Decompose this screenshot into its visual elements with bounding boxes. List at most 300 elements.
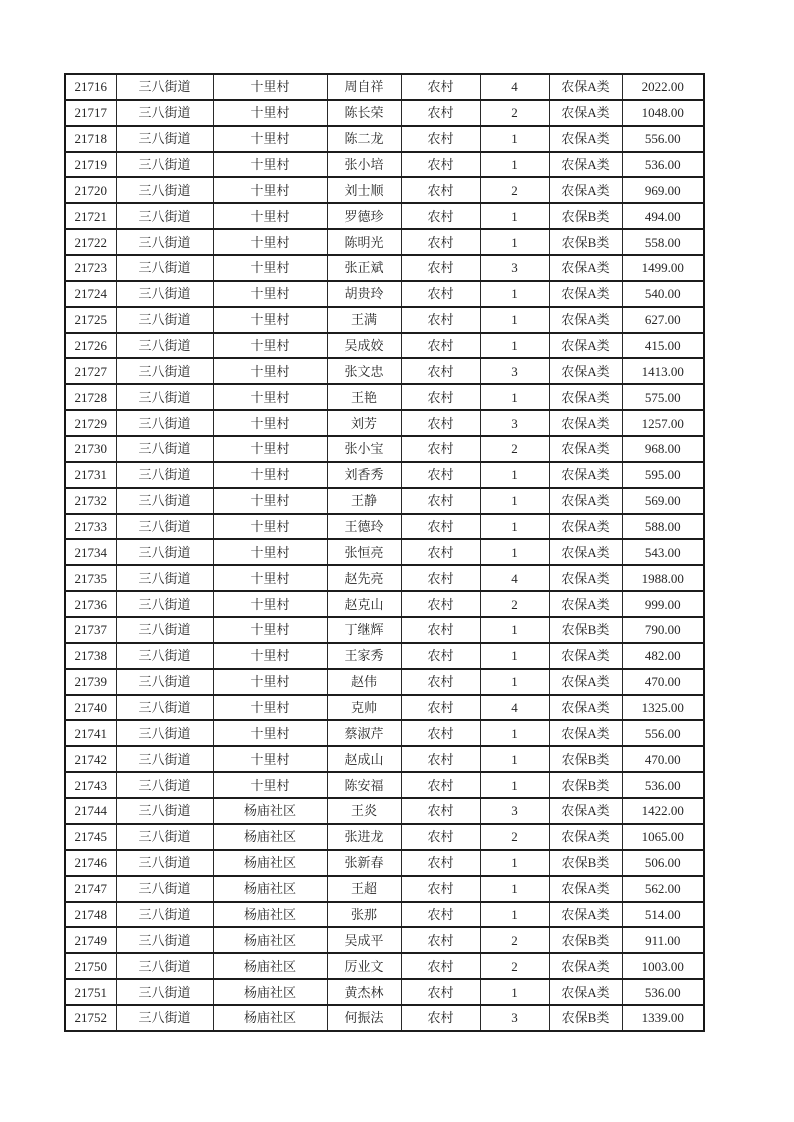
insurance-class-cell: 农保A类 <box>549 281 622 307</box>
person-count-cell: 2 <box>480 177 549 203</box>
street-cell: 三八街道 <box>116 229 213 255</box>
record-id-cell: 21738 <box>65 643 116 669</box>
street-cell: 三八街道 <box>116 720 213 746</box>
village-cell: 十里村 <box>213 772 327 798</box>
residence-type-cell: 农村 <box>401 565 480 591</box>
village-cell: 十里村 <box>213 152 327 178</box>
person-name-cell: 陈二龙 <box>327 126 401 152</box>
table-row <box>65 126 704 152</box>
amount-cell: 470.00 <box>622 746 704 772</box>
person-count-cell: 2 <box>480 436 549 462</box>
table-row <box>65 384 704 410</box>
person-name-cell: 王炎 <box>327 798 401 824</box>
residence-type-cell: 农村 <box>401 695 480 721</box>
record-id-cell: 21740 <box>65 695 116 721</box>
amount-cell: 1048.00 <box>622 100 704 126</box>
amount-cell: 506.00 <box>622 850 704 876</box>
table-row <box>65 746 704 772</box>
amount-cell: 556.00 <box>622 720 704 746</box>
record-id-cell: 21737 <box>65 617 116 643</box>
person-count-cell: 1 <box>480 979 549 1005</box>
record-id-cell: 21721 <box>65 203 116 229</box>
amount-cell: 1257.00 <box>622 410 704 436</box>
record-id-cell: 21717 <box>65 100 116 126</box>
table-row <box>65 643 704 669</box>
village-cell: 杨庙社区 <box>213 927 327 953</box>
person-name-cell: 蔡淑芹 <box>327 720 401 746</box>
table-row <box>65 902 704 928</box>
person-count-cell: 2 <box>480 591 549 617</box>
table-row <box>65 824 704 850</box>
insurance-class-cell: 农保B类 <box>549 203 622 229</box>
insurance-class-cell: 农保A类 <box>549 255 622 281</box>
person-name-cell: 胡贵玲 <box>327 281 401 307</box>
amount-cell: 2022.00 <box>622 74 704 100</box>
village-cell: 杨庙社区 <box>213 876 327 902</box>
residence-type-cell: 农村 <box>401 617 480 643</box>
residence-type-cell: 农村 <box>401 384 480 410</box>
insurance-roster-table <box>64 73 705 1032</box>
street-cell: 三八街道 <box>116 669 213 695</box>
insurance-class-cell: 农保A类 <box>549 902 622 928</box>
record-id-cell: 21724 <box>65 281 116 307</box>
village-cell: 十里村 <box>213 643 327 669</box>
person-count-cell: 1 <box>480 876 549 902</box>
person-name-cell: 何振法 <box>327 1005 401 1031</box>
street-cell: 三八街道 <box>116 436 213 462</box>
village-cell: 杨庙社区 <box>213 824 327 850</box>
insurance-class-cell: 农保A类 <box>549 643 622 669</box>
record-id-cell: 21744 <box>65 798 116 824</box>
amount-cell: 536.00 <box>622 979 704 1005</box>
person-count-cell: 1 <box>480 126 549 152</box>
residence-type-cell: 农村 <box>401 1005 480 1031</box>
street-cell: 三八街道 <box>116 695 213 721</box>
record-id-cell: 21748 <box>65 902 116 928</box>
street-cell: 三八街道 <box>116 384 213 410</box>
amount-cell: 999.00 <box>622 591 704 617</box>
person-name-cell: 张恒亮 <box>327 539 401 565</box>
table-row <box>65 514 704 540</box>
table-row <box>65 1005 704 1031</box>
person-count-cell: 3 <box>480 255 549 281</box>
table-row <box>65 307 704 333</box>
person-name-cell: 张进龙 <box>327 824 401 850</box>
record-id-cell: 21747 <box>65 876 116 902</box>
person-name-cell: 陈长荣 <box>327 100 401 126</box>
person-count-cell: 1 <box>480 539 549 565</box>
person-count-cell: 2 <box>480 953 549 979</box>
village-cell: 十里村 <box>213 229 327 255</box>
person-count-cell: 1 <box>480 746 549 772</box>
table-row <box>65 565 704 591</box>
residence-type-cell: 农村 <box>401 307 480 333</box>
person-name-cell: 克帅 <box>327 695 401 721</box>
village-cell: 十里村 <box>213 695 327 721</box>
insurance-class-cell: 农保A类 <box>549 126 622 152</box>
insurance-class-cell: 农保A类 <box>549 695 622 721</box>
village-cell: 杨庙社区 <box>213 979 327 1005</box>
residence-type-cell: 农村 <box>401 927 480 953</box>
person-name-cell: 王静 <box>327 488 401 514</box>
residence-type-cell: 农村 <box>401 229 480 255</box>
residence-type-cell: 农村 <box>401 876 480 902</box>
person-count-cell: 1 <box>480 203 549 229</box>
record-id-cell: 21736 <box>65 591 116 617</box>
amount-cell: 540.00 <box>622 281 704 307</box>
street-cell: 三八街道 <box>116 410 213 436</box>
village-cell: 十里村 <box>213 384 327 410</box>
insurance-class-cell: 农保A类 <box>549 410 622 436</box>
person-count-cell: 1 <box>480 669 549 695</box>
insurance-class-cell: 农保A类 <box>549 333 622 359</box>
table-row <box>65 74 704 100</box>
table-row <box>65 281 704 307</box>
table-row <box>65 488 704 514</box>
record-id-cell: 21723 <box>65 255 116 281</box>
person-name-cell: 赵克山 <box>327 591 401 617</box>
table-row <box>65 229 704 255</box>
table-row <box>65 876 704 902</box>
record-id-cell: 21732 <box>65 488 116 514</box>
street-cell: 三八街道 <box>116 565 213 591</box>
record-id-cell: 21742 <box>65 746 116 772</box>
table-row <box>65 798 704 824</box>
village-cell: 十里村 <box>213 488 327 514</box>
street-cell: 三八街道 <box>116 876 213 902</box>
table-row <box>65 539 704 565</box>
record-id-cell: 21750 <box>65 953 116 979</box>
village-cell: 十里村 <box>213 720 327 746</box>
insurance-class-cell: 农保A类 <box>549 307 622 333</box>
insurance-class-cell: 农保A类 <box>549 436 622 462</box>
table-row <box>65 177 704 203</box>
person-count-cell: 1 <box>480 902 549 928</box>
insurance-class-cell: 农保A类 <box>549 824 622 850</box>
amount-cell: 627.00 <box>622 307 704 333</box>
street-cell: 三八街道 <box>116 746 213 772</box>
amount-cell: 595.00 <box>622 462 704 488</box>
amount-cell: 1422.00 <box>622 798 704 824</box>
street-cell: 三八街道 <box>116 772 213 798</box>
record-id-cell: 21735 <box>65 565 116 591</box>
person-count-cell: 1 <box>480 720 549 746</box>
insurance-class-cell: 农保A类 <box>549 100 622 126</box>
insurance-class-cell: 农保A类 <box>549 953 622 979</box>
residence-type-cell: 农村 <box>401 281 480 307</box>
insurance-class-cell: 农保B类 <box>549 746 622 772</box>
table-row <box>65 669 704 695</box>
amount-cell: 911.00 <box>622 927 704 953</box>
insurance-class-cell: 农保B类 <box>549 1005 622 1031</box>
insurance-class-cell: 农保A类 <box>549 798 622 824</box>
person-count-cell: 3 <box>480 798 549 824</box>
person-name-cell: 周自祥 <box>327 74 401 100</box>
residence-type-cell: 农村 <box>401 203 480 229</box>
amount-cell: 415.00 <box>622 333 704 359</box>
residence-type-cell: 农村 <box>401 100 480 126</box>
insurance-class-cell: 农保A类 <box>549 488 622 514</box>
residence-type-cell: 农村 <box>401 539 480 565</box>
record-id-cell: 21752 <box>65 1005 116 1031</box>
person-count-cell: 1 <box>480 152 549 178</box>
village-cell: 十里村 <box>213 565 327 591</box>
street-cell: 三八街道 <box>116 902 213 928</box>
street-cell: 三八街道 <box>116 643 213 669</box>
residence-type-cell: 农村 <box>401 850 480 876</box>
person-name-cell: 陈明光 <box>327 229 401 255</box>
residence-type-cell: 农村 <box>401 514 480 540</box>
residence-type-cell: 农村 <box>401 720 480 746</box>
table-row <box>65 410 704 436</box>
village-cell: 十里村 <box>213 436 327 462</box>
residence-type-cell: 农村 <box>401 772 480 798</box>
street-cell: 三八街道 <box>116 100 213 126</box>
table-row <box>65 772 704 798</box>
residence-type-cell: 农村 <box>401 126 480 152</box>
village-cell: 十里村 <box>213 281 327 307</box>
insurance-class-cell: 农保A类 <box>549 384 622 410</box>
insurance-class-cell: 农保B类 <box>549 850 622 876</box>
person-count-cell: 4 <box>480 695 549 721</box>
insurance-class-cell: 农保A类 <box>549 720 622 746</box>
person-count-cell: 1 <box>480 462 549 488</box>
record-id-cell: 21725 <box>65 307 116 333</box>
person-name-cell: 罗德珍 <box>327 203 401 229</box>
record-id-cell: 21746 <box>65 850 116 876</box>
table-row <box>65 591 704 617</box>
insurance-class-cell: 农保B类 <box>549 617 622 643</box>
record-id-cell: 21739 <box>65 669 116 695</box>
village-cell: 十里村 <box>213 539 327 565</box>
person-count-cell: 1 <box>480 643 549 669</box>
person-name-cell: 黄杰林 <box>327 979 401 1005</box>
person-count-cell: 3 <box>480 1005 549 1031</box>
person-name-cell: 张新春 <box>327 850 401 876</box>
residence-type-cell: 农村 <box>401 152 480 178</box>
person-count-cell: 1 <box>480 307 549 333</box>
street-cell: 三八街道 <box>116 152 213 178</box>
amount-cell: 1988.00 <box>622 565 704 591</box>
table-row <box>65 203 704 229</box>
street-cell: 三八街道 <box>116 953 213 979</box>
person-count-cell: 1 <box>480 281 549 307</box>
amount-cell: 562.00 <box>622 876 704 902</box>
person-count-cell: 3 <box>480 358 549 384</box>
village-cell: 十里村 <box>213 255 327 281</box>
table-row <box>65 255 704 281</box>
table-row <box>65 333 704 359</box>
person-name-cell: 厉业文 <box>327 953 401 979</box>
amount-cell: 1413.00 <box>622 358 704 384</box>
table-row <box>65 850 704 876</box>
record-id-cell: 21731 <box>65 462 116 488</box>
person-name-cell: 刘士顺 <box>327 177 401 203</box>
record-id-cell: 21741 <box>65 720 116 746</box>
record-id-cell: 21719 <box>65 152 116 178</box>
insurance-class-cell: 农保A类 <box>549 876 622 902</box>
record-id-cell: 21726 <box>65 333 116 359</box>
amount-cell: 588.00 <box>622 514 704 540</box>
record-id-cell: 21720 <box>65 177 116 203</box>
street-cell: 三八街道 <box>116 1005 213 1031</box>
amount-cell: 558.00 <box>622 229 704 255</box>
person-name-cell: 陈安福 <box>327 772 401 798</box>
table-row <box>65 436 704 462</box>
amount-cell: 470.00 <box>622 669 704 695</box>
person-count-cell: 1 <box>480 850 549 876</box>
insurance-class-cell: 农保A类 <box>549 591 622 617</box>
village-cell: 十里村 <box>213 74 327 100</box>
person-name-cell: 王满 <box>327 307 401 333</box>
insurance-class-cell: 农保A类 <box>549 669 622 695</box>
street-cell: 三八街道 <box>116 617 213 643</box>
amount-cell: 556.00 <box>622 126 704 152</box>
amount-cell: 790.00 <box>622 617 704 643</box>
person-count-cell: 2 <box>480 824 549 850</box>
village-cell: 杨庙社区 <box>213 798 327 824</box>
village-cell: 十里村 <box>213 100 327 126</box>
person-count-cell: 1 <box>480 384 549 410</box>
table-row <box>65 695 704 721</box>
person-name-cell: 赵成山 <box>327 746 401 772</box>
person-count-cell: 2 <box>480 100 549 126</box>
village-cell: 十里村 <box>213 410 327 436</box>
amount-cell: 1325.00 <box>622 695 704 721</box>
person-name-cell: 王超 <box>327 876 401 902</box>
record-id-cell: 21727 <box>65 358 116 384</box>
person-count-cell: 1 <box>480 488 549 514</box>
street-cell: 三八街道 <box>116 358 213 384</box>
person-name-cell: 张小培 <box>327 152 401 178</box>
residence-type-cell: 农村 <box>401 902 480 928</box>
street-cell: 三八街道 <box>116 307 213 333</box>
record-id-cell: 21734 <box>65 539 116 565</box>
person-name-cell: 吴成平 <box>327 927 401 953</box>
record-id-cell: 21733 <box>65 514 116 540</box>
street-cell: 三八街道 <box>116 979 213 1005</box>
village-cell: 十里村 <box>213 333 327 359</box>
street-cell: 三八街道 <box>116 74 213 100</box>
residence-type-cell: 农村 <box>401 488 480 514</box>
record-id-cell: 21729 <box>65 410 116 436</box>
table-row <box>65 979 704 1005</box>
residence-type-cell: 农村 <box>401 746 480 772</box>
amount-cell: 1003.00 <box>622 953 704 979</box>
person-count-cell: 1 <box>480 617 549 643</box>
residence-type-cell: 农村 <box>401 436 480 462</box>
person-count-cell: 1 <box>480 333 549 359</box>
village-cell: 十里村 <box>213 358 327 384</box>
insurance-class-cell: 农保A类 <box>549 462 622 488</box>
street-cell: 三八街道 <box>116 488 213 514</box>
table-row <box>65 462 704 488</box>
village-cell: 十里村 <box>213 669 327 695</box>
insurance-class-cell: 农保A类 <box>549 152 622 178</box>
person-name-cell: 张那 <box>327 902 401 928</box>
village-cell: 杨庙社区 <box>213 1005 327 1031</box>
village-cell: 十里村 <box>213 203 327 229</box>
amount-cell: 536.00 <box>622 772 704 798</box>
table-row <box>65 100 704 126</box>
record-id-cell: 21730 <box>65 436 116 462</box>
record-id-cell: 21745 <box>65 824 116 850</box>
person-name-cell: 刘芳 <box>327 410 401 436</box>
village-cell: 十里村 <box>213 177 327 203</box>
insurance-class-cell: 农保A类 <box>549 74 622 100</box>
amount-cell: 575.00 <box>622 384 704 410</box>
person-count-cell: 3 <box>480 410 549 436</box>
residence-type-cell: 农村 <box>401 643 480 669</box>
person-name-cell: 张正斌 <box>327 255 401 281</box>
residence-type-cell: 农村 <box>401 358 480 384</box>
street-cell: 三八街道 <box>116 281 213 307</box>
table-body <box>65 74 704 1031</box>
street-cell: 三八街道 <box>116 927 213 953</box>
person-name-cell: 丁继辉 <box>327 617 401 643</box>
amount-cell: 543.00 <box>622 539 704 565</box>
person-name-cell: 吴成姣 <box>327 333 401 359</box>
insurance-class-cell: 农保B类 <box>549 229 622 255</box>
insurance-class-cell: 农保B类 <box>549 772 622 798</box>
person-count-cell: 2 <box>480 927 549 953</box>
table-row <box>65 617 704 643</box>
insurance-class-cell: 农保A类 <box>549 177 622 203</box>
village-cell: 十里村 <box>213 514 327 540</box>
person-name-cell: 张文忠 <box>327 358 401 384</box>
amount-cell: 968.00 <box>622 436 704 462</box>
amount-cell: 969.00 <box>622 177 704 203</box>
amount-cell: 536.00 <box>622 152 704 178</box>
street-cell: 三八街道 <box>116 255 213 281</box>
amount-cell: 569.00 <box>622 488 704 514</box>
record-id-cell: 21743 <box>65 772 116 798</box>
person-count-cell: 4 <box>480 565 549 591</box>
person-name-cell: 王家秀 <box>327 643 401 669</box>
residence-type-cell: 农村 <box>401 333 480 359</box>
residence-type-cell: 农村 <box>401 74 480 100</box>
residence-type-cell: 农村 <box>401 410 480 436</box>
amount-cell: 1065.00 <box>622 824 704 850</box>
person-name-cell: 赵先亮 <box>327 565 401 591</box>
street-cell: 三八街道 <box>116 539 213 565</box>
street-cell: 三八街道 <box>116 203 213 229</box>
amount-cell: 1499.00 <box>622 255 704 281</box>
village-cell: 十里村 <box>213 126 327 152</box>
record-id-cell: 21718 <box>65 126 116 152</box>
village-cell: 杨庙社区 <box>213 953 327 979</box>
person-name-cell: 王艳 <box>327 384 401 410</box>
table-row <box>65 927 704 953</box>
residence-type-cell: 农村 <box>401 669 480 695</box>
street-cell: 三八街道 <box>116 333 213 359</box>
record-id-cell: 21722 <box>65 229 116 255</box>
insurance-class-cell: 农保A类 <box>549 358 622 384</box>
insurance-class-cell: 农保A类 <box>549 539 622 565</box>
table-row <box>65 152 704 178</box>
amount-cell: 514.00 <box>622 902 704 928</box>
street-cell: 三八街道 <box>116 591 213 617</box>
residence-type-cell: 农村 <box>401 979 480 1005</box>
insurance-class-cell: 农保A类 <box>549 979 622 1005</box>
table-row <box>65 953 704 979</box>
residence-type-cell: 农村 <box>401 798 480 824</box>
amount-cell: 482.00 <box>622 643 704 669</box>
person-count-cell: 1 <box>480 229 549 255</box>
insurance-class-cell: 农保A类 <box>549 514 622 540</box>
person-name-cell: 王德玲 <box>327 514 401 540</box>
street-cell: 三八街道 <box>116 126 213 152</box>
